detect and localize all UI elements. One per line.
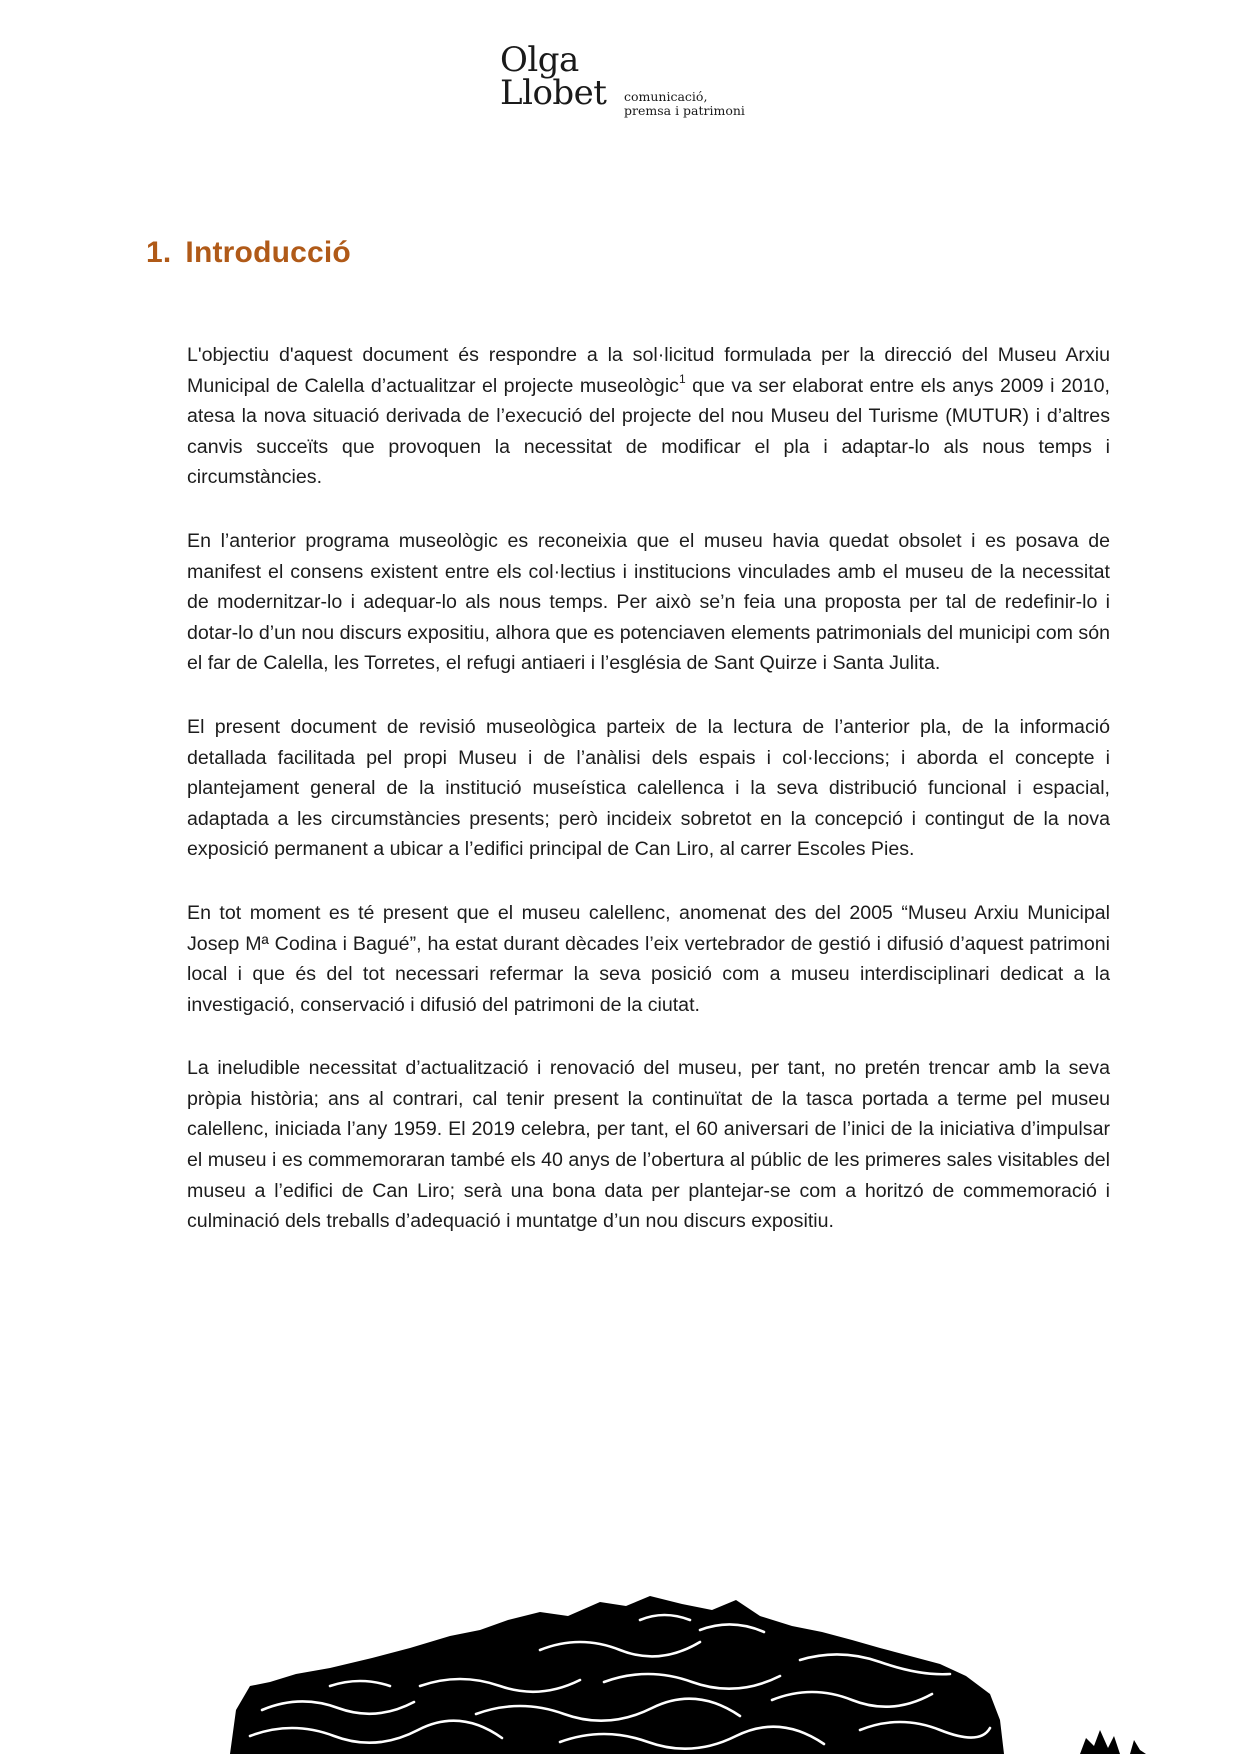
document-body — [187, 340, 1110, 1270]
logo-tagline — [624, 90, 745, 118]
paragraph-2: En l’anterior programa museològic es reconeixia que el museu havia quedat obsolet i es posava de manifest el consens existent entre els col·lectius i institucions vinculades amb el museu de la necessitat de modernitzar-lo i adequar-lo als nous temps. Per això se’n feia una proposta per tal de redefinir-lo i dotar-lo d’un nou discurs expositiu, alhora que es potenciaven elements patrimonials del municipi com són el far de Calella, les Torretes, el refugi antiaeri i l’església de Sant Quirze i Santa Julita. — [187, 529, 1110, 675]
paragraph-3: El present document de revisió museològica parteix de la lectura de l’anterior pla, de la informació detallada facilitada pel propi Museu i de l’anàlisi dels espais i col·leccions; i aborda el concepte i plantejament general de la institució museística calellenca i la seva distribució funcional i espacial, adaptada a les circumstàncies presents; però incideix sobretot en la concepció i contingut de la nova exposició permanent a ubicar a l’edifici principal de Can Liro, al carrer Escoles Pies. — [187, 715, 1110, 861]
footnote-marker[interactable]: 1 — [678, 371, 686, 386]
brand-logo — [500, 40, 760, 122]
paragraph-1-text-start: L'objectiu d'aquest document és respondre a la sol·licitud formulada per la direcció del Museu Arxiu Municipal de Calella d’actualitzar el projecte museològic — [187, 344, 1110, 397]
logo-tagline-line-2: premsa i patrimoni — [624, 103, 745, 118]
logo-line-2: Llobet — [500, 73, 607, 113]
footer-illustration — [0, 1590, 1241, 1754]
section-number: 1. — [146, 236, 172, 269]
paragraph-5: La ineludible necessitat d’actualització i renovació del museu, per tant, no pretén trencar amb la seva pròpia història; ans al contrari, cal tenir present la continuïtat de la tasca portada a terme pel museu calellenc, iniciada l’any 1959. El 2019 celebra, per tant, el 60 aniversari de l’inici de la iniciativa d’impulsar el museu i es commemoraran també els 40 anys de l’obertura al públic de les primeres sales visitables del museu a l’edifici de Can Liro; serà una bona data per plantejar-se com a horitzó de commemoració i culminació dels treballs d’adequació i muntatge d’un nou discurs expositiu. — [187, 1057, 1110, 1233]
paragraph-1-text-end: que va ser elaborat entre els anys 2009 i 2010, atesa la nova situació derivada de l’execució del projecte del nou Museu del Turisme (MUTUR) i d’altres canvis succeïts que provoquen la necessitat de modificar el pla i adaptar-lo als nous temps i circumstàncies. — [187, 374, 1110, 489]
logo-wordmark — [500, 40, 607, 113]
paragraph-4: En tot moment es té present que el museu calellenc, anomenat des del 2005 “Museu Arxiu Municipal Josep Mª Codina i Bagué”, ha estat durant dècades l’eix vertebrador de gestió i difusió d’aquest patrimoni local i que és del tot necessari refermar la seva posició com a museu interdisciplinari dedicat a la investigació, conservació i difusió del patrimoni de la ciutat. — [187, 901, 1110, 1016]
ink-landscape-art — [230, 1596, 1146, 1754]
paragraph-1 — [187, 340, 1110, 493]
logo-line-1: Olga — [500, 40, 579, 80]
section-heading — [146, 236, 351, 270]
section-title: Introducció — [185, 236, 351, 269]
logo-tagline-line-1: comunicació, — [624, 89, 708, 104]
